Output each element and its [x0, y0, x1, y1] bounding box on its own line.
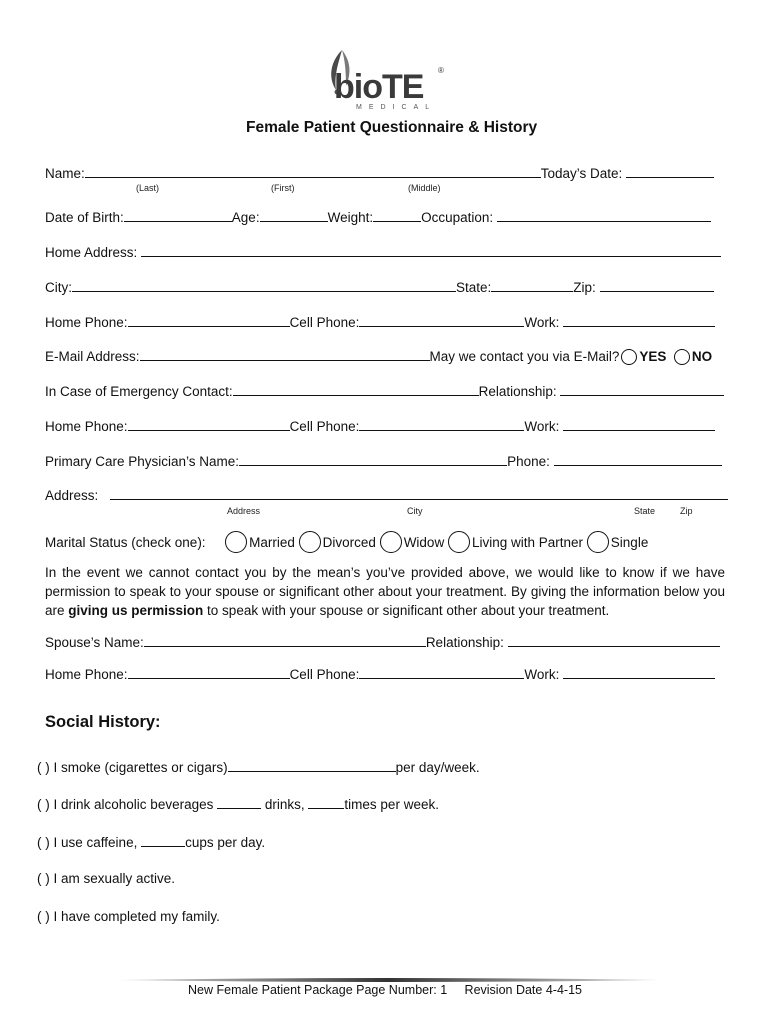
dob-row — [45, 208, 711, 225]
marital-row — [45, 531, 648, 553]
pcp-line[interactable] — [239, 452, 507, 466]
home-address-line[interactable] — [141, 243, 721, 257]
divorced-radio[interactable] — [299, 531, 321, 553]
city-label: City: — [45, 280, 72, 295]
phones-row-3 — [45, 665, 715, 682]
occupation-label: Occupation: — [421, 210, 494, 225]
state-sublabel: State — [634, 506, 656, 516]
name-row — [45, 164, 714, 181]
emergency-label: In Case of Emergency Contact: — [45, 384, 233, 399]
work-label: Work: — [524, 667, 560, 682]
footer-revision: Revision Date 4-4-15 — [464, 983, 582, 997]
phone-label: Phone: — [507, 454, 550, 469]
todays-date-label: Today’s Date: — [540, 166, 623, 181]
footer — [188, 983, 582, 997]
email-label: E-Mail Address: — [45, 349, 140, 364]
drink-times-line[interactable] — [308, 795, 344, 809]
sexual-item — [37, 871, 175, 886]
city-line[interactable] — [72, 278, 456, 292]
logo — [320, 42, 450, 117]
yes-radio[interactable] — [621, 349, 637, 365]
email-line[interactable] — [140, 347, 430, 361]
widow-radio[interactable] — [380, 531, 402, 553]
phones-row-2 — [45, 417, 715, 434]
page-title: Female Patient Questionnaire & History — [246, 119, 538, 136]
email-contact-label: May we contact you via E-Mail? — [429, 349, 620, 364]
cell-phone-line[interactable] — [359, 417, 524, 431]
drink-suffix: times per week. — [344, 797, 439, 812]
living-with-partner-label: Living with Partner — [471, 535, 584, 550]
caffeine-label: I use caffeine, — [53, 835, 138, 850]
permission-text-before: In the event we cannot contact you by the mean’s you’ve provided above, we would like to know if we have permission to speak to your spouse or significant other about your treatment. By giving the information below you are — [45, 565, 725, 618]
drink-count-line[interactable] — [217, 795, 261, 809]
drink-label: I drink alcoholic beverages — [53, 797, 214, 812]
weight-line[interactable] — [373, 208, 421, 222]
smoke-item — [37, 758, 480, 775]
cell-phone-line[interactable] — [359, 313, 524, 327]
logo-registered: ® — [438, 66, 444, 75]
address-label: Address: — [45, 488, 99, 503]
spouse-relationship-label: Relationship: — [425, 635, 504, 650]
sexual-checkbox[interactable]: ( ) — [37, 871, 50, 886]
living-with-partner-radio[interactable] — [448, 531, 470, 553]
zip-sublabel: Zip — [680, 506, 693, 516]
smoke-suffix: per day/week. — [395, 760, 480, 775]
home-address-label: Home Address: — [45, 245, 138, 260]
relationship-label: Relationship: — [478, 384, 557, 399]
pcp-label: Primary Care Physician’s Name: — [45, 454, 240, 469]
cell-phone-line[interactable] — [359, 665, 524, 679]
city-row — [45, 278, 714, 295]
spouse-name-line[interactable] — [144, 633, 426, 647]
dob-label: Date of Birth: — [45, 210, 124, 225]
cell-phone-label: Cell Phone: — [289, 419, 360, 434]
smoke-line[interactable] — [228, 758, 396, 772]
single-label: Single — [610, 535, 649, 550]
address-line[interactable] — [110, 486, 728, 500]
phone-line[interactable] — [554, 452, 722, 466]
pcp-row — [45, 452, 722, 469]
work-line[interactable] — [563, 417, 715, 431]
footer-page: New Female Patient Package Page Number: 1 — [188, 983, 448, 997]
dob-line[interactable] — [124, 208, 232, 222]
smoke-label: I smoke (cigarettes or cigars) — [53, 760, 228, 775]
home-phone-line[interactable] — [128, 417, 290, 431]
no-label: NO — [691, 349, 713, 364]
middle-sublabel: (Middle) — [408, 183, 441, 193]
logo-brand: bioTE — [334, 68, 424, 106]
spouse-relationship-line[interactable] — [508, 633, 720, 647]
cell-phone-label: Cell Phone: — [289, 667, 360, 682]
email-row — [45, 347, 712, 365]
yes-label: YES — [639, 349, 667, 364]
city-sublabel: City — [407, 506, 423, 516]
family-item — [37, 909, 220, 924]
work-line[interactable] — [563, 313, 715, 327]
age-label: Age: — [231, 210, 260, 225]
work-line[interactable] — [563, 665, 715, 679]
no-radio[interactable] — [674, 349, 690, 365]
divorced-label: Divorced — [322, 535, 376, 550]
occupation-line[interactable] — [497, 208, 711, 222]
permission-text-after: to speak with your spouse or significant other about your treatment. — [203, 603, 610, 618]
home-address-row — [45, 243, 721, 260]
zip-line[interactable] — [600, 278, 714, 292]
footer-divider — [115, 970, 660, 976]
social-history-heading: Social History: — [45, 713, 161, 731]
cell-phone-label: Cell Phone: — [289, 315, 360, 330]
work-label: Work: — [524, 315, 560, 330]
family-checkbox[interactable]: ( ) — [37, 909, 50, 924]
caffeine-item — [37, 833, 265, 850]
widow-label: Widow — [403, 535, 445, 550]
state-label: State: — [456, 280, 492, 295]
emergency-line[interactable] — [233, 382, 479, 396]
first-sublabel: (First) — [271, 183, 295, 193]
single-radio[interactable] — [587, 531, 609, 553]
name-line[interactable] — [85, 164, 541, 178]
address-row — [45, 486, 728, 503]
drink-item — [37, 795, 439, 812]
spouse-name-label: Spouse’s Name: — [45, 635, 144, 650]
home-phone-line[interactable] — [128, 665, 290, 679]
married-label: Married — [249, 535, 295, 550]
address-sublabel: Address — [227, 506, 261, 516]
home-phone-label: Home Phone: — [45, 667, 128, 682]
zip-label: Zip: — [573, 280, 596, 295]
home-phone-label: Home Phone: — [45, 419, 128, 434]
married-radio[interactable] — [225, 531, 247, 553]
todays-date-line[interactable] — [626, 164, 714, 178]
drink-mid: drinks, — [264, 797, 305, 812]
permission-text-bold: giving us permission — [68, 603, 204, 618]
name-label: Name: — [45, 166, 85, 181]
state-line[interactable] — [491, 278, 573, 292]
age-line[interactable] — [260, 208, 328, 222]
permission-paragraph — [45, 563, 725, 620]
last-sublabel: (Last) — [136, 183, 160, 193]
family-label: I have completed my family. — [53, 909, 220, 924]
home-phone-line[interactable] — [128, 313, 290, 327]
smoke-checkbox[interactable]: ( ) — [37, 760, 50, 775]
logo-sub: MEDICAL — [356, 104, 437, 111]
emergency-row — [45, 382, 724, 399]
relationship-line[interactable] — [560, 382, 724, 396]
home-phone-label: Home Phone: — [45, 315, 128, 330]
sexual-label: I am sexually active. — [53, 871, 176, 886]
caffeine-checkbox[interactable]: ( ) — [37, 835, 50, 850]
phones-row-1 — [45, 313, 715, 330]
caffeine-line[interactable] — [141, 833, 185, 847]
weight-label: Weight: — [327, 210, 374, 225]
drink-checkbox[interactable]: ( ) — [37, 797, 50, 812]
marital-label: Marital Status (check one): — [45, 535, 206, 550]
caffeine-suffix: cups per day. — [185, 835, 266, 850]
spouse-row — [45, 633, 720, 650]
work-label: Work: — [524, 419, 560, 434]
